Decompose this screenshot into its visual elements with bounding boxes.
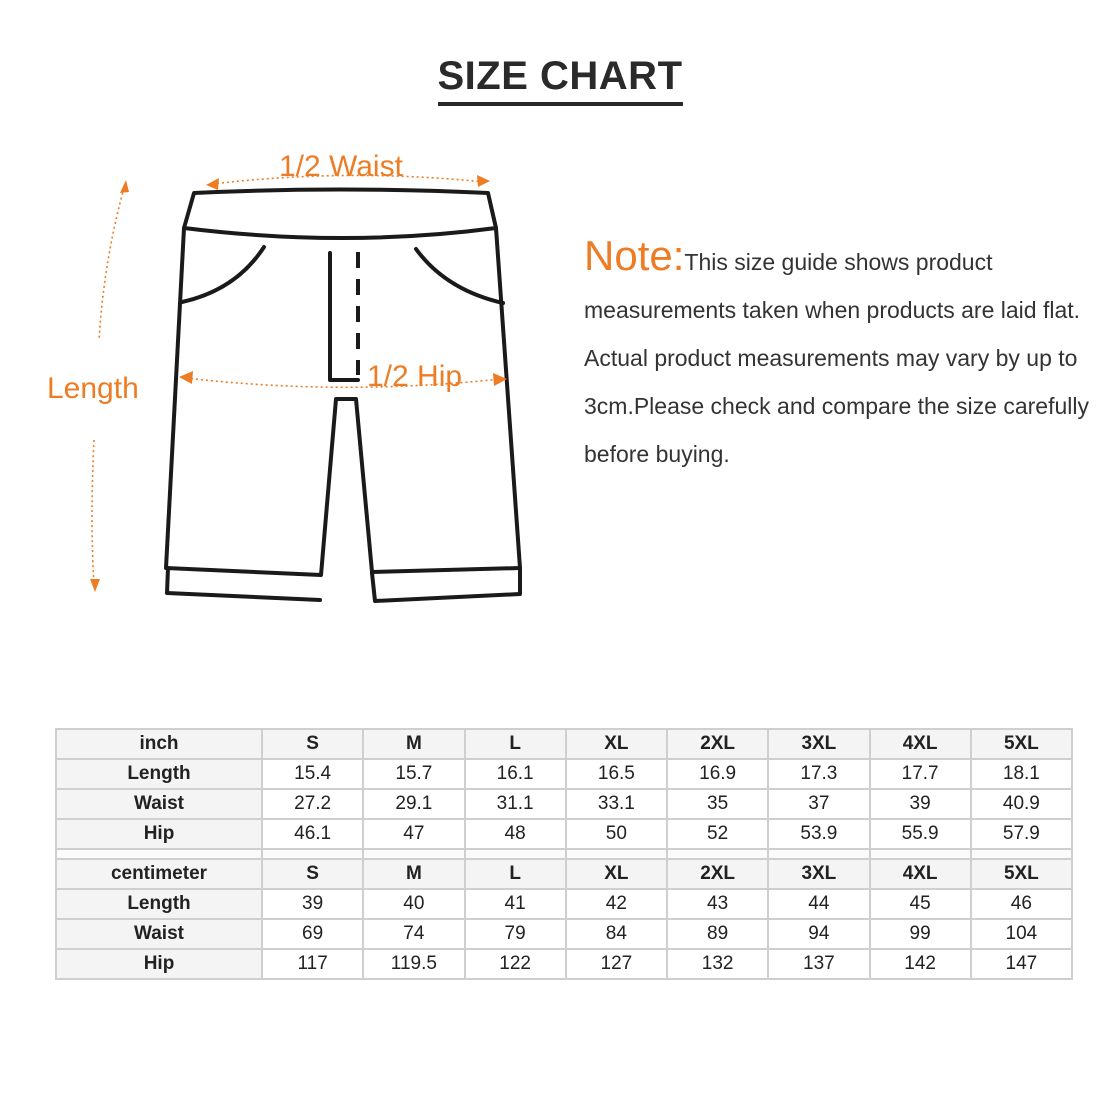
row-label: Hip	[56, 949, 262, 979]
table-header-row	[56, 729, 1072, 759]
table-cell: 45	[870, 889, 971, 919]
size-header: S	[262, 859, 363, 889]
table-cell: 147	[971, 949, 1072, 979]
size-header: L	[465, 859, 566, 889]
row-label: Hip	[56, 819, 262, 849]
table-cell: 127	[566, 949, 667, 979]
table-cell: 74	[363, 919, 464, 949]
table-cell: 17.3	[768, 759, 869, 789]
size-header: M	[363, 729, 464, 759]
table-cell: 122	[465, 949, 566, 979]
row-label: Waist	[56, 919, 262, 949]
table-cell: 44	[768, 889, 869, 919]
table-cell: 33.1	[566, 789, 667, 819]
size-table-centimeter	[55, 858, 1073, 980]
table-cell: 42	[566, 889, 667, 919]
table-cell: 99	[870, 919, 971, 949]
table-cell: 35	[667, 789, 768, 819]
size-header: XL	[566, 859, 667, 889]
table-cell: 57.9	[971, 819, 1072, 849]
table-cell: 39	[870, 789, 971, 819]
table-cell: 16.5	[566, 759, 667, 789]
table-cell: 40.9	[971, 789, 1072, 819]
note-label: Note:	[584, 232, 685, 279]
table-cell: 69	[262, 919, 363, 949]
table-cell: 15.7	[363, 759, 464, 789]
table-cell: 117	[262, 949, 363, 979]
table-cell: 29.1	[363, 789, 464, 819]
table-cell: 137	[768, 949, 869, 979]
table-cell: 53.9	[768, 819, 869, 849]
row-label: Waist	[56, 789, 262, 819]
shorts-diagram	[0, 140, 580, 620]
table-cell: 18.1	[971, 759, 1072, 789]
page-title: SIZE CHART	[438, 52, 683, 106]
size-header: 5XL	[971, 859, 1072, 889]
note-text: This size guide shows product measurements taken when products are laid flat. Actual product measurements may vary by up to 3cm.Please check and compare the size carefully before buying.	[584, 249, 1089, 467]
length-label: Length	[47, 372, 139, 405]
table-row	[56, 819, 1072, 849]
table-cell: 41	[465, 889, 566, 919]
table-cell: 39	[262, 889, 363, 919]
table-cell: 40	[363, 889, 464, 919]
table-cell: 79	[465, 919, 566, 949]
table-row	[56, 949, 1072, 979]
waist-label: 1/2 Waist	[279, 150, 403, 183]
table-cell: 16.9	[667, 759, 768, 789]
table-row	[56, 789, 1072, 819]
size-header: 3XL	[768, 729, 869, 759]
table-cell: 16.1	[465, 759, 566, 789]
table-cell: 104	[971, 919, 1072, 949]
table-row	[56, 889, 1072, 919]
table-cell: 43	[667, 889, 768, 919]
row-label: Length	[56, 889, 262, 919]
size-header: 4XL	[870, 729, 971, 759]
table-cell: 47	[363, 819, 464, 849]
table-cell: 46	[971, 889, 1072, 919]
table-cell: 119.5	[363, 949, 464, 979]
table-cell: 48	[465, 819, 566, 849]
table-row	[56, 919, 1072, 949]
size-header: S	[262, 729, 363, 759]
table-cell: 89	[667, 919, 768, 949]
note-block	[584, 232, 1094, 478]
unit-cell: centimeter	[56, 859, 262, 889]
table-cell: 27.2	[262, 789, 363, 819]
hip-label: 1/2 Hip	[367, 360, 463, 393]
table-header-row	[56, 859, 1072, 889]
table-cell: 15.4	[262, 759, 363, 789]
table-cell: 52	[667, 819, 768, 849]
size-header: M	[363, 859, 464, 889]
size-header: 4XL	[870, 859, 971, 889]
table-cell: 132	[667, 949, 768, 979]
table-cell: 17.7	[870, 759, 971, 789]
table-cell: 94	[768, 919, 869, 949]
table-cell: 37	[768, 789, 869, 819]
unit-cell: inch	[56, 729, 262, 759]
table-cell: 50	[566, 819, 667, 849]
table-cell: 31.1	[465, 789, 566, 819]
table-row	[56, 759, 1072, 789]
size-header: 5XL	[971, 729, 1072, 759]
table-cell: 142	[870, 949, 971, 979]
table-cell: 46.1	[262, 819, 363, 849]
size-header: XL	[566, 729, 667, 759]
size-header: 3XL	[768, 859, 869, 889]
row-label: Length	[56, 759, 262, 789]
size-header: L	[465, 729, 566, 759]
table-cell: 84	[566, 919, 667, 949]
size-header: 2XL	[667, 859, 768, 889]
page-title-wrap	[0, 52, 1120, 106]
size-header: 2XL	[667, 729, 768, 759]
table-cell: 55.9	[870, 819, 971, 849]
